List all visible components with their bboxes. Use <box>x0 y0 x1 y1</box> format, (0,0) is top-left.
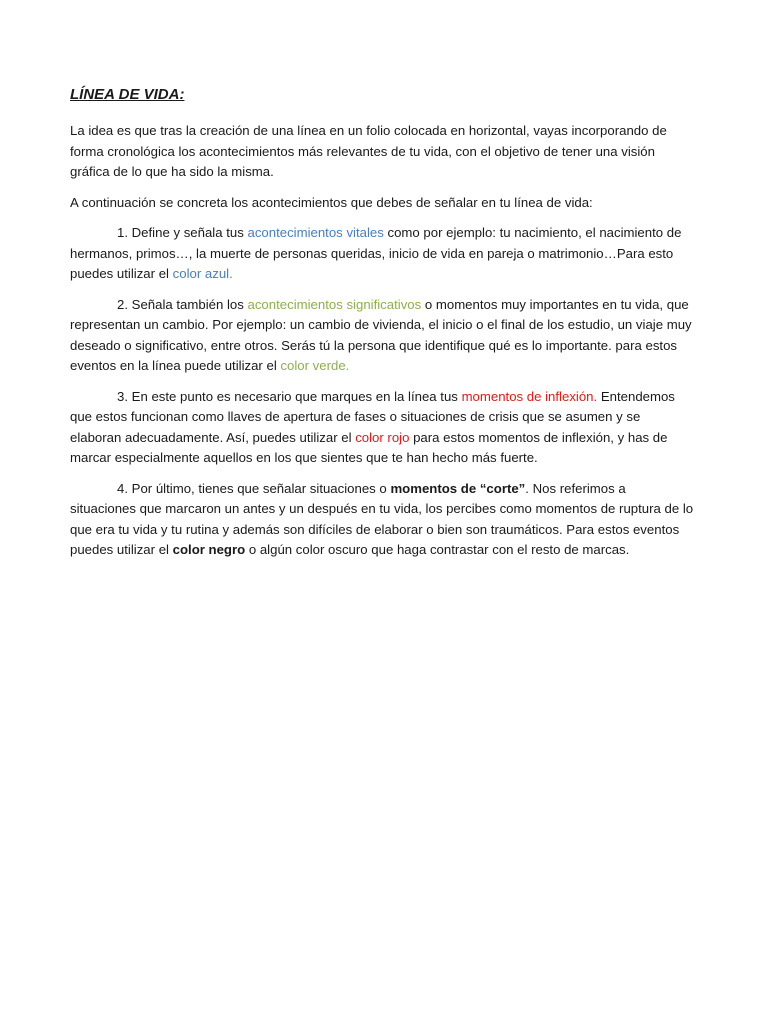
document-page <box>70 85 695 571</box>
item-4-highlight-color-negro: color negro <box>172 542 246 557</box>
document-title: LÍNEA DE VIDA: <box>70 86 185 103</box>
item-2-paragraph <box>70 295 695 377</box>
item-3-paragraph <box>70 387 695 469</box>
item-1-text-a: 1. Define y señala tus <box>117 225 248 240</box>
intro-paragraph: La idea es que tras la creación de una línea en un folio colocada en horizontal, vayas incorporando de forma cronológica los acontecimientos más relevantes de tu vida, con el objetivo de tener una visión gráfica de lo que ha sido la misma. <box>70 123 667 179</box>
item-2-highlight-significativos: acontecimientos significativos <box>247 296 422 312</box>
item-3-text-c: Entendemos que estos funcionan como llaves de apertura de fases o situaciones de crisis que se asumen y se elaboran adecuadamente. Así, puedes utilizar el <box>70 388 675 445</box>
item-2-text-a: 2. Señala también los <box>117 296 248 312</box>
lead-paragraph: A continuación se concreta los acontecimientos que debes de señalar en tu línea de vida: <box>70 194 593 210</box>
item-4-text-c: . Nos referimos a situaciones que marcaron un antes y un después en tu vida, los percibes como momentos de ruptura de lo que era tu vida y tu rutina y además son difíciles de elaborar o bien son traumáticos. Para estos eventos puedes utilizar el <box>70 480 694 557</box>
item-1-paragraph <box>70 223 695 285</box>
item-4-paragraph <box>70 479 695 561</box>
item-3-highlight-color-rojo: color rojo <box>355 429 410 445</box>
item-3-highlight-inflexion: momentos de inflexión. <box>461 388 598 404</box>
item-1-highlight-vitales: acontecimientos vitales <box>247 225 384 240</box>
item-1-highlight-color-azul: color azul. <box>172 266 233 281</box>
item-3-text-e: para estos momentos de inflexión, y has de marcar especialmente aquellos en los que sientes que te han hecho más fuerte. <box>70 429 668 465</box>
item-3-text-a: 3. En este punto es necesario que marques en la línea tus <box>117 388 462 404</box>
item-4-text-e: o algún color oscuro que haga contrastar con el resto de marcas. <box>245 542 630 557</box>
item-2-highlight-color-verde: color verde. <box>280 358 350 373</box>
item-2-text-c: o momentos muy importantes en tu vida, que representan un cambio. Por ejemplo: un cambio de vivienda, el inicio o el final de los estudio, un viaje muy deseado o significativo, entre otros. Serás tú la persona que identifique qué es lo importante. para estos eventos en la línea puede utilizar el <box>70 296 692 373</box>
item-1-text-c: como por ejemplo: tu nacimiento, el nacimiento de hermanos, primos…, la muerte de personas queridas, inicio de vida en pareja o matrimonio…Para esto puedes utilizar el <box>70 225 682 281</box>
item-4-highlight-corte: momentos de “corte” <box>390 480 526 496</box>
item-4-text-a: 4. Por último, tienes que señalar situaciones o <box>117 480 391 496</box>
